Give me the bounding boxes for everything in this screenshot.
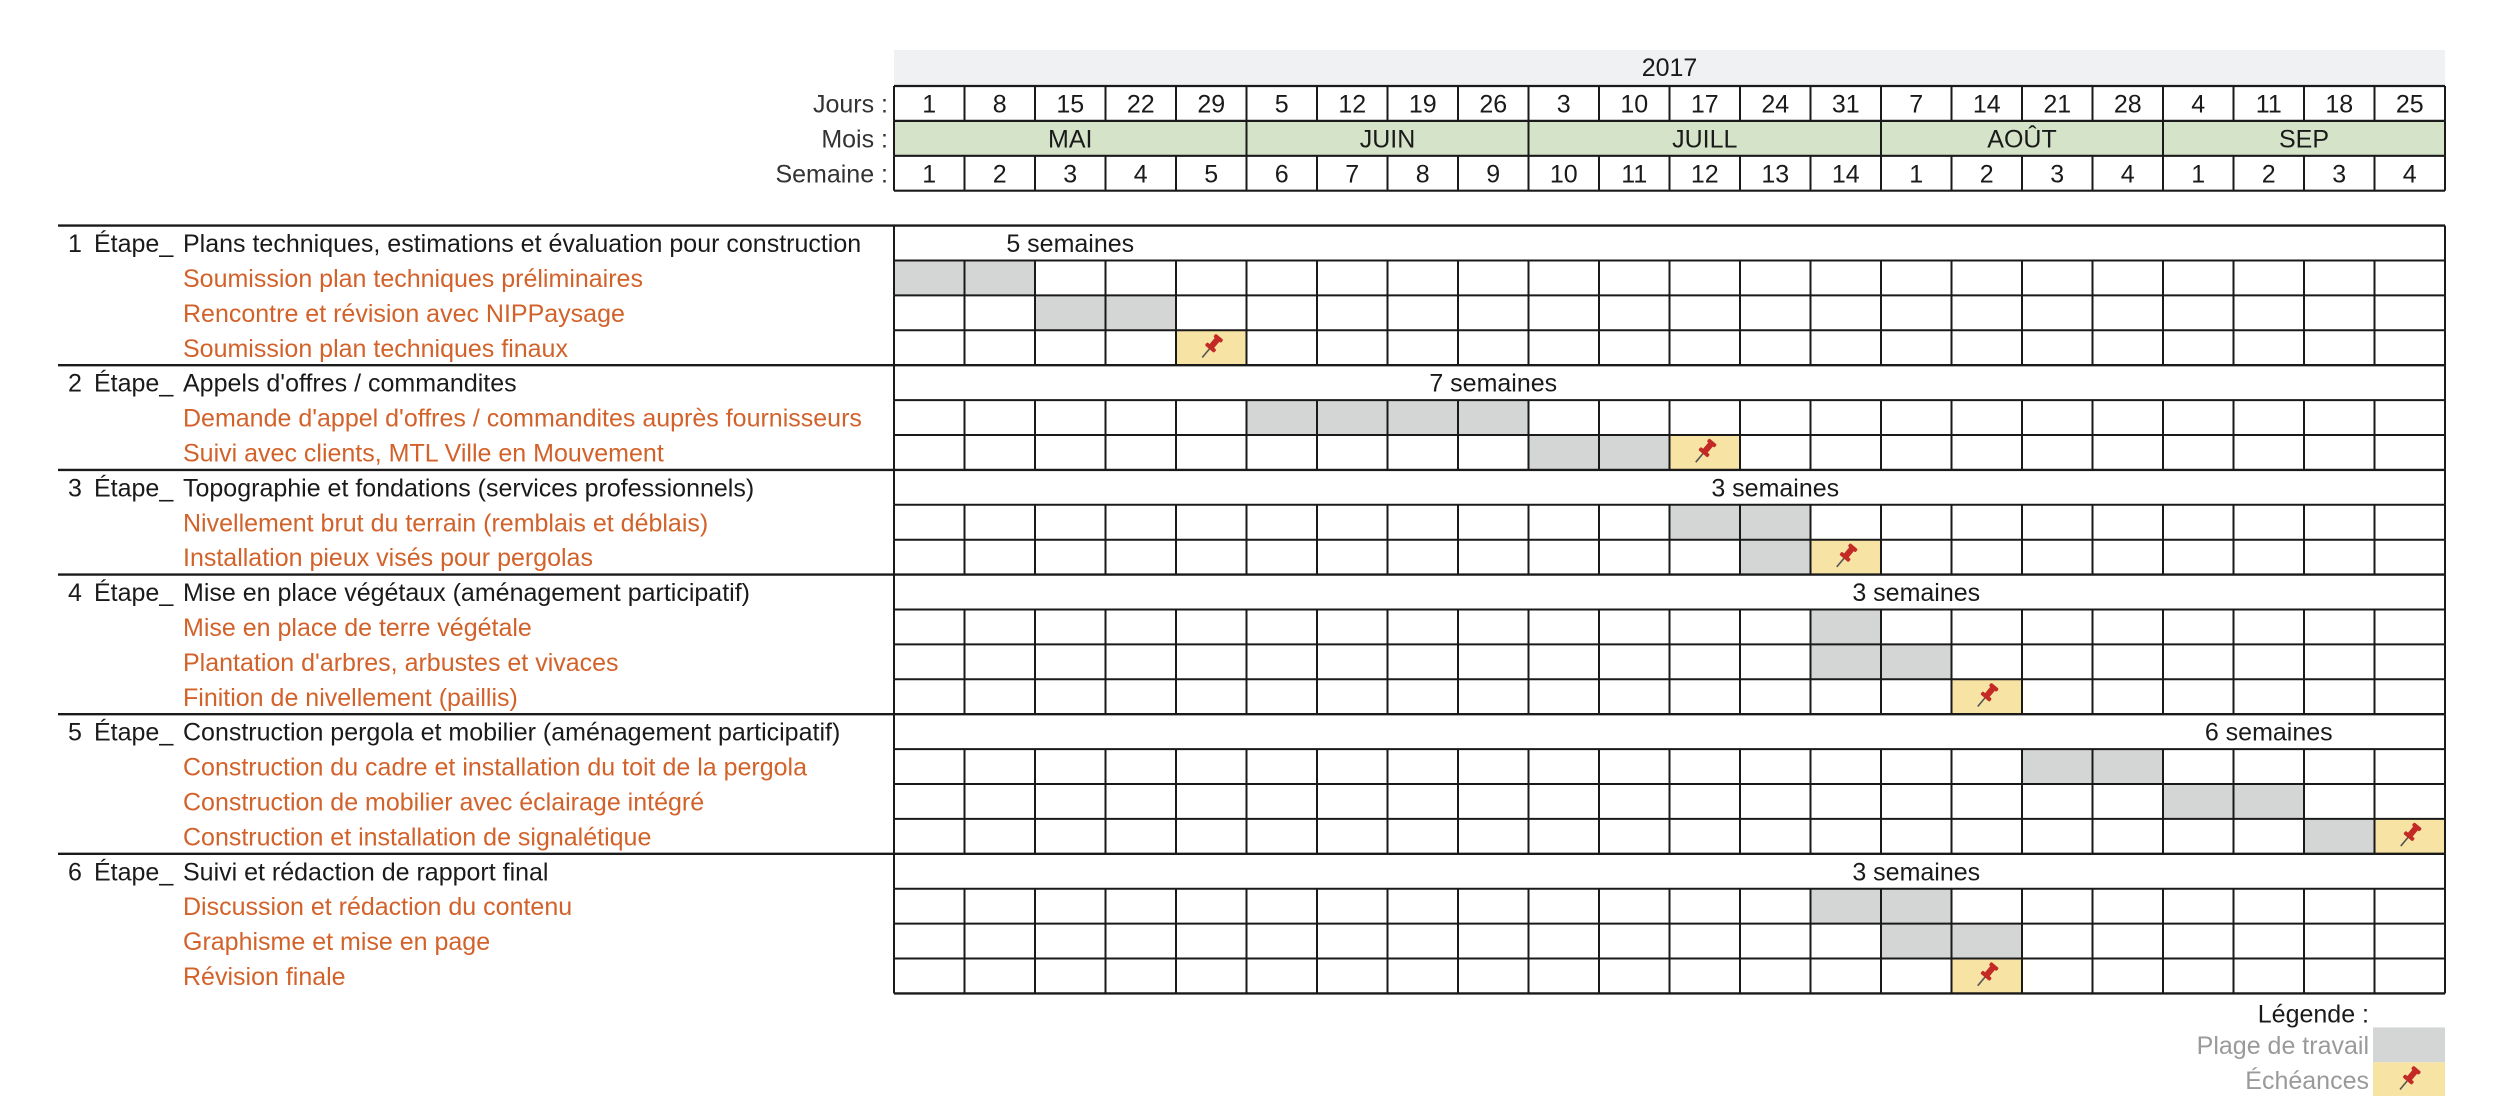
legend-title: Légende : — [2257, 1000, 2369, 1029]
stage-title: Mise en place végétaux (aménagement participatif) — [183, 579, 750, 608]
work-cell — [1106, 295, 1177, 330]
work-cell — [1035, 295, 1106, 330]
stage-title: Topographie et fondations (services professionnels) — [183, 474, 755, 503]
week-tick-label: 13 — [1761, 160, 1790, 189]
day-tick-label: 21 — [2043, 90, 2072, 119]
month-label: SEP — [2278, 125, 2330, 154]
day-tick-label: 7 — [1909, 90, 1924, 119]
task-label: Soumission plan techniques finaux — [183, 334, 568, 363]
stage-prefix: Étape_ — [94, 230, 174, 259]
stage-duration: 3 semaines — [1711, 474, 1840, 503]
day-tick-label: 10 — [1620, 90, 1649, 119]
months-header-label: Mois : — [821, 125, 888, 154]
chart-title: 2017 — [1641, 54, 1698, 82]
work-cell — [2022, 749, 2093, 784]
work-cell — [1458, 400, 1529, 435]
work-cell — [1599, 435, 1670, 470]
work-cell — [2234, 784, 2305, 819]
day-tick-label: 8 — [992, 90, 1007, 119]
day-tick-label: 26 — [1479, 90, 1508, 119]
stage-prefix: Étape_ — [94, 369, 174, 398]
work-cell — [1881, 644, 1952, 679]
stage-row-mask — [895, 367, 2444, 399]
day-tick-label: 29 — [1197, 90, 1226, 119]
days-header-label: Jours : — [812, 90, 888, 119]
task-label: Nivellement brut du terrain (remblais et déblais) — [183, 509, 709, 538]
day-tick-label: 1 — [922, 90, 937, 119]
task-label: Soumission plan techniques préliminaires — [183, 264, 643, 293]
month-label: JUILL — [1672, 125, 1738, 154]
stage-duration: 3 semaines — [1852, 579, 1981, 608]
day-tick-label: 15 — [1056, 90, 1085, 119]
day-tick-label: 31 — [1831, 90, 1860, 119]
day-tick-label: 22 — [1126, 90, 1155, 119]
month-label: MAI — [1048, 125, 1093, 154]
legend-work-label: Plage de travail — [2196, 1031, 2369, 1060]
stage-title: Plans techniques, estimations et évaluation pour construction — [183, 230, 862, 259]
stage-number: 4 — [68, 579, 82, 608]
day-tick-label: 12 — [1338, 90, 1367, 119]
legend-deadline-label: Échéances — [2245, 1066, 2369, 1095]
week-tick-label: 1 — [922, 160, 937, 189]
week-tick-label: 4 — [2120, 160, 2135, 189]
stage-prefix: Étape_ — [94, 474, 174, 503]
task-label: Révision finale — [183, 962, 346, 991]
stage-duration: 5 semaines — [1006, 230, 1135, 259]
work-cell — [1388, 400, 1459, 435]
stage-number: 3 — [68, 474, 82, 503]
day-tick-label: 25 — [2395, 90, 2424, 119]
stage-number: 1 — [68, 230, 82, 259]
task-label: Rencontre et révision avec NIPPaysage — [183, 299, 625, 328]
work-cell — [965, 261, 1036, 296]
task-label: Finition de nivellement (paillis) — [183, 683, 518, 712]
week-tick-label: 7 — [1345, 160, 1360, 189]
work-cell — [2304, 819, 2375, 854]
work-cell — [1247, 400, 1318, 435]
task-label: Suivi avec clients, MTL Ville en Mouvement — [183, 439, 664, 468]
stage-duration: 7 semaines — [1429, 369, 1558, 398]
task-label: Discussion et rédaction du contenu — [183, 893, 573, 922]
work-cell — [1317, 400, 1388, 435]
task-label: Construction du cadre et installation du toit de la pergola — [183, 753, 807, 782]
stage-prefix: Étape_ — [94, 858, 174, 887]
stage-title: Appels d'offres / commandites — [183, 369, 517, 398]
week-tick-label: 3 — [2050, 160, 2065, 189]
stage-row-mask — [895, 471, 2444, 503]
task-label: Graphisme et mise en page — [183, 928, 491, 957]
week-tick-label: 3 — [1063, 160, 1078, 189]
week-tick-label: 1 — [2191, 160, 2206, 189]
work-cell — [1811, 644, 1882, 679]
day-tick-label: 14 — [1972, 90, 2001, 119]
work-cell — [1811, 610, 1882, 645]
task-label: Construction de mobilier avec éclairage intégré — [183, 788, 705, 817]
week-tick-label: 11 — [1621, 160, 1648, 189]
work-cell — [2163, 784, 2234, 819]
stage-title: Suivi et rédaction de rapport final — [183, 858, 549, 887]
week-tick-label: 2 — [992, 160, 1007, 189]
work-cell — [1529, 435, 1600, 470]
week-tick-label: 12 — [1690, 160, 1719, 189]
task-label: Installation pieux visés pour pergolas — [183, 544, 593, 573]
week-tick-label: 1 — [1909, 160, 1924, 189]
work-cell — [1670, 505, 1741, 540]
day-tick-label: 17 — [1690, 90, 1719, 119]
stage-number: 5 — [68, 718, 82, 747]
month-label: AOÛT — [1987, 125, 2057, 154]
day-tick-label: 4 — [2191, 90, 2206, 119]
week-tick-label: 4 — [2402, 160, 2417, 189]
week-tick-label: 6 — [1274, 160, 1289, 189]
week-tick-label: 3 — [2332, 160, 2347, 189]
stage-title: Construction pergola et mobilier (aménagement participatif) — [183, 718, 841, 747]
legend-work-swatch — [2373, 1027, 2445, 1062]
stage-number: 2 — [68, 369, 82, 398]
task-label: Plantation d'arbres, arbustes et vivaces — [183, 648, 619, 677]
work-cell — [1740, 505, 1811, 540]
stage-duration: 3 semaines — [1852, 858, 1981, 887]
stage-number: 6 — [68, 858, 82, 887]
day-tick-label: 28 — [2113, 90, 2142, 119]
task-label: Construction et installation de signalétique — [183, 823, 652, 852]
work-cell — [1881, 889, 1952, 924]
week-tick-label: 14 — [1831, 160, 1860, 189]
stage-prefix: Étape_ — [94, 718, 174, 747]
work-cell — [894, 261, 965, 296]
stage-duration: 6 semaines — [2204, 718, 2333, 747]
month-label: JUIN — [1359, 125, 1416, 154]
stage-row-mask — [895, 855, 2444, 887]
day-tick-label: 19 — [1408, 90, 1437, 119]
stage-prefix: Étape_ — [94, 579, 174, 608]
day-tick-label: 24 — [1761, 90, 1790, 119]
week-tick-label: 5 — [1204, 160, 1219, 189]
task-label: Demande d'appel d'offres / commandites auprès fournisseurs — [183, 404, 862, 433]
day-tick-label: 5 — [1274, 90, 1289, 119]
week-tick-label: 2 — [2261, 160, 2276, 189]
week-tick-label: 9 — [1486, 160, 1501, 189]
stage-row-mask — [895, 576, 2444, 608]
work-cell — [1811, 889, 1882, 924]
weeks-header-label: Semaine : — [775, 160, 888, 189]
work-cell — [1952, 924, 2023, 959]
work-cell — [1881, 924, 1952, 959]
day-tick-label: 11 — [2255, 90, 2282, 119]
day-tick-label: 18 — [2325, 90, 2354, 119]
week-tick-label: 4 — [1133, 160, 1148, 189]
week-tick-label: 8 — [1415, 160, 1430, 189]
week-tick-label: 10 — [1549, 160, 1578, 189]
task-label: Mise en place de terre végétale — [183, 613, 532, 642]
day-tick-label: 3 — [1556, 90, 1571, 119]
week-tick-label: 2 — [1979, 160, 1994, 189]
work-cell — [1740, 540, 1811, 575]
work-cell — [2093, 749, 2164, 784]
